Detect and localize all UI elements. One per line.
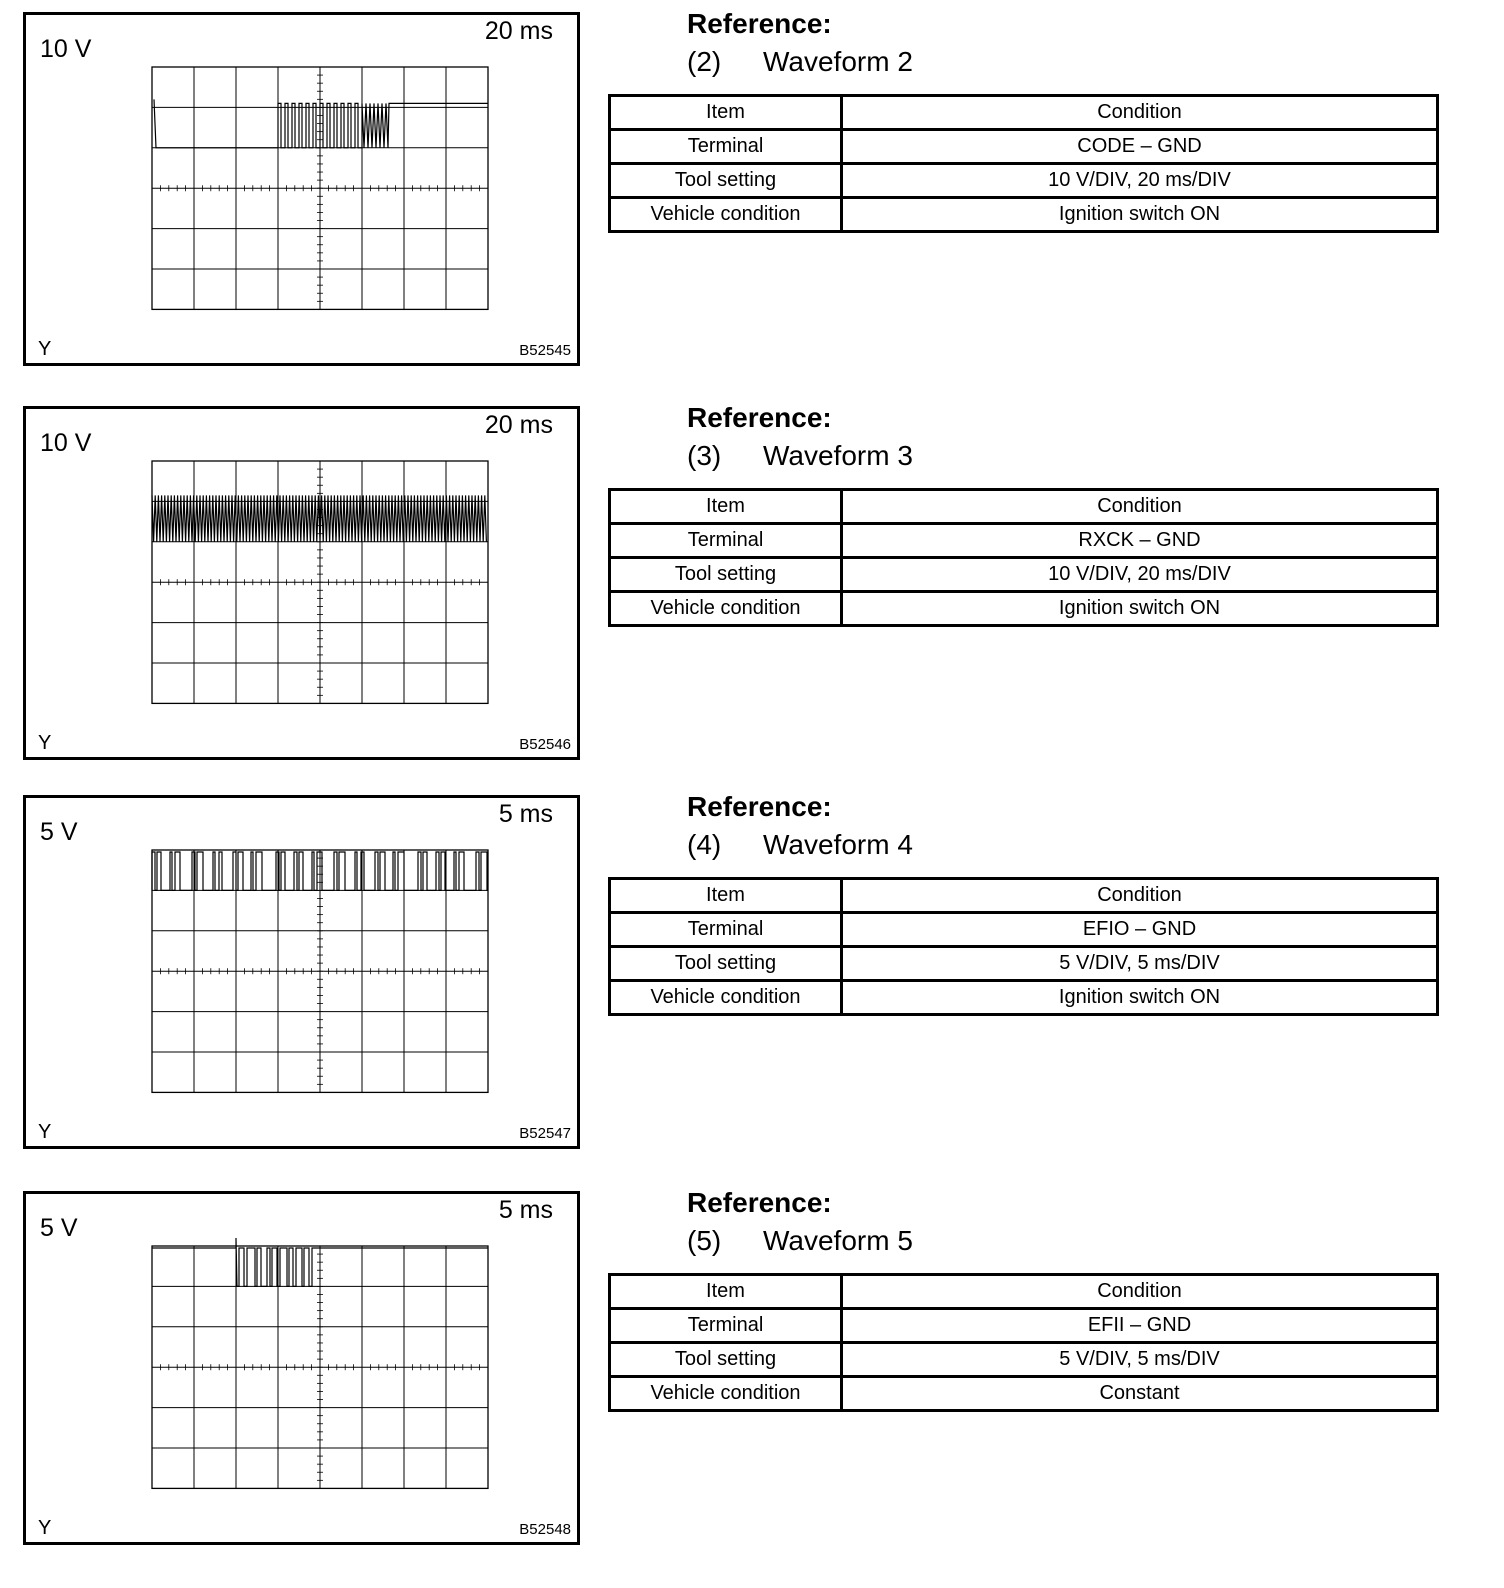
table-cell: Vehicle condition xyxy=(610,981,842,1015)
oscilloscope-grid xyxy=(26,15,577,363)
time-per-div-label: 20 ms xyxy=(484,411,553,439)
table-cell: Vehicle condition xyxy=(610,592,842,626)
table-cell: Tool setting xyxy=(610,164,842,198)
waveform-title: Waveform 5 xyxy=(763,1225,913,1256)
channel-label: Y xyxy=(38,1517,52,1539)
table-cell: Item xyxy=(610,879,842,913)
table-cell: 10 V/DIV, 20 ms/DIV xyxy=(842,558,1438,592)
table-cell: EFII – GND xyxy=(842,1309,1438,1343)
table-cell: Condition xyxy=(842,879,1438,913)
oscilloscope-screen xyxy=(23,406,580,760)
table-cell: Condition xyxy=(842,1275,1438,1309)
graticule xyxy=(152,1246,488,1488)
table-cell: Tool setting xyxy=(610,1343,842,1377)
table-header-row xyxy=(610,1275,1438,1309)
waveform-section-5 xyxy=(0,1179,1504,1571)
reference-heading: Reference: xyxy=(687,791,832,822)
table-row xyxy=(610,130,1438,164)
table-cell: Tool setting xyxy=(610,947,842,981)
table-row xyxy=(610,913,1438,947)
oscilloscope-grid xyxy=(26,1194,577,1542)
table-cell: Item xyxy=(610,1275,842,1309)
table-cell: Terminal xyxy=(610,524,842,558)
table-cell: CODE – GND xyxy=(842,130,1438,164)
waveform-title: Waveform 3 xyxy=(763,440,913,471)
volts-per-div-label: 10 V xyxy=(40,35,92,63)
table-cell: Tool setting xyxy=(610,558,842,592)
table-cell: Terminal xyxy=(610,1309,842,1343)
waveform-number: (2) xyxy=(687,46,722,77)
table-row xyxy=(610,558,1438,592)
figure-id: B52548 xyxy=(519,1521,571,1538)
waveform-section-3 xyxy=(0,394,1504,786)
table-row xyxy=(610,592,1438,626)
condition-table xyxy=(608,1273,1439,1412)
waveform-number: (3) xyxy=(687,440,722,471)
table-cell: Condition xyxy=(842,96,1438,130)
oscilloscope-grid xyxy=(26,409,577,757)
volts-per-div-label: 5 V xyxy=(40,1214,78,1242)
condition-table xyxy=(608,488,1439,627)
figure-id: B52545 xyxy=(519,342,571,359)
waveform-section-2 xyxy=(0,0,1504,392)
table-cell: Item xyxy=(610,96,842,130)
waveform-section-4 xyxy=(0,783,1504,1175)
table-header-row xyxy=(610,490,1438,524)
waveform-title: Waveform 2 xyxy=(763,46,913,77)
channel-label: Y xyxy=(38,1121,52,1143)
table-header-row xyxy=(610,96,1438,130)
waveform-title: Waveform 4 xyxy=(763,829,913,860)
table-cell: RXCK – GND xyxy=(842,524,1438,558)
table-cell: Constant xyxy=(842,1377,1438,1411)
channel-label: Y xyxy=(38,732,52,754)
time-per-div-label: 5 ms xyxy=(498,1196,553,1224)
table-cell: Ignition switch ON xyxy=(842,981,1438,1015)
time-per-div-label: 5 ms xyxy=(498,800,553,828)
figure-id: B52546 xyxy=(519,736,571,753)
table-cell: Item xyxy=(610,490,842,524)
table-row xyxy=(610,981,1438,1015)
table-cell: Ignition switch ON xyxy=(842,198,1438,232)
condition-table xyxy=(608,877,1439,1016)
table-row xyxy=(610,1309,1438,1343)
table-row xyxy=(610,947,1438,981)
oscilloscope-grid xyxy=(26,798,577,1146)
waveform-number: (5) xyxy=(687,1225,722,1256)
table-row xyxy=(610,1377,1438,1411)
table-cell: Ignition switch ON xyxy=(842,592,1438,626)
table-cell: 10 V/DIV, 20 ms/DIV xyxy=(842,164,1438,198)
table-cell: EFIO – GND xyxy=(842,913,1438,947)
table-header-row xyxy=(610,879,1438,913)
table-row xyxy=(610,524,1438,558)
channel-label: Y xyxy=(38,338,52,360)
table-cell: Vehicle condition xyxy=(610,198,842,232)
waveform-number: (4) xyxy=(687,829,722,860)
table-cell: 5 V/DIV, 5 ms/DIV xyxy=(842,947,1438,981)
graticule xyxy=(152,461,488,703)
waveform-trace xyxy=(152,495,486,541)
table-cell: Terminal xyxy=(610,913,842,947)
reference-heading: Reference: xyxy=(687,402,832,433)
oscilloscope-screen xyxy=(23,1191,580,1545)
reference-heading: Reference: xyxy=(687,8,832,39)
volts-per-div-label: 10 V xyxy=(40,429,92,457)
table-cell: Condition xyxy=(842,490,1438,524)
table-row xyxy=(610,1343,1438,1377)
table-cell: 5 V/DIV, 5 ms/DIV xyxy=(842,1343,1438,1377)
figure-id: B52547 xyxy=(519,1125,571,1142)
condition-table xyxy=(608,94,1439,233)
table-cell: Terminal xyxy=(610,130,842,164)
reference-heading: Reference: xyxy=(687,1187,832,1218)
table-row xyxy=(610,164,1438,198)
table-cell: Vehicle condition xyxy=(610,1377,842,1411)
oscilloscope-screen xyxy=(23,795,580,1149)
oscilloscope-screen xyxy=(23,12,580,366)
table-row xyxy=(610,198,1438,232)
volts-per-div-label: 5 V xyxy=(40,818,78,846)
time-per-div-label: 20 ms xyxy=(484,17,553,45)
